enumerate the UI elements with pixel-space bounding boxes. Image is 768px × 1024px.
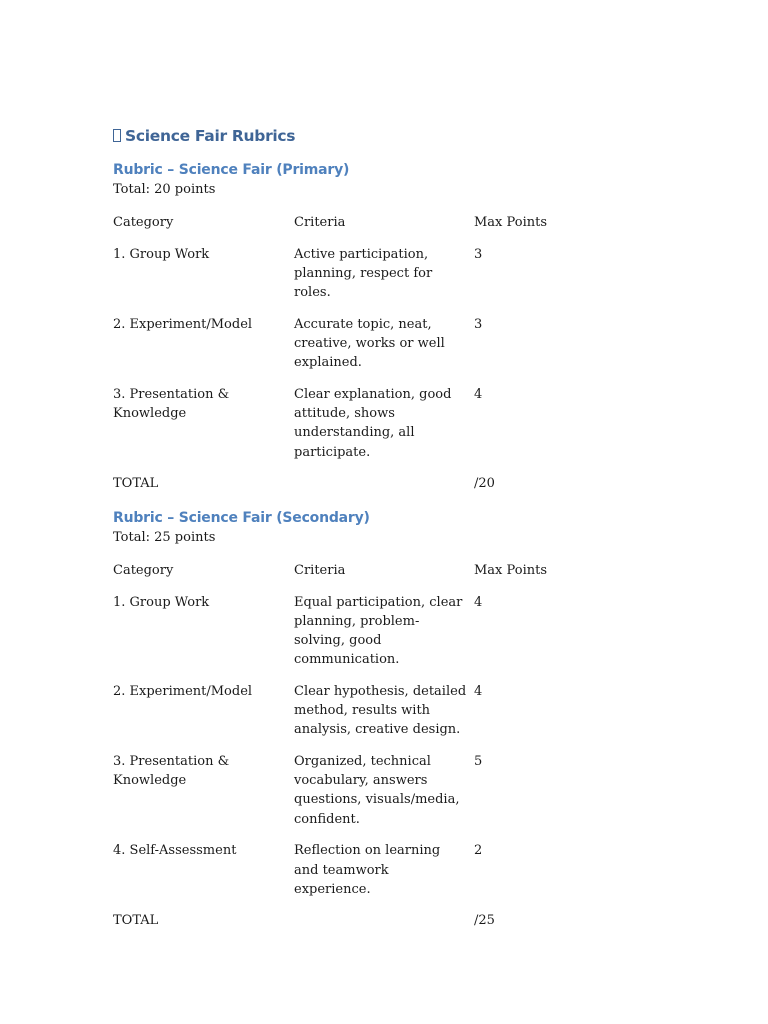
row-category: 1. Group Work [113, 246, 210, 262]
row-points: 5 [474, 754, 483, 770]
total-empty-cell [294, 474, 474, 506]
total-label: TOTAL [113, 476, 159, 492]
row-points: 4 [474, 594, 483, 610]
table-row [113, 752, 673, 841]
row-points: 2 [474, 843, 483, 859]
table-row [113, 593, 673, 682]
header-category: Category [113, 215, 174, 230]
document-page [113, 124, 673, 943]
rubric-secondary-title: Rubric – Science Fair (Secondary) [113, 509, 370, 526]
row-criteria: Equal participation, clear planning, problem-solving, good communication. [294, 594, 463, 668]
total-value: /25 [474, 913, 495, 929]
header-max-points: Max Points [474, 215, 547, 230]
missing-glyph-icon [113, 129, 121, 142]
total-empty-cell [294, 911, 474, 943]
table-row [113, 315, 673, 385]
header-criteria: Criteria [294, 215, 346, 230]
row-category: 2. Experiment/Model [113, 316, 253, 332]
table-row [113, 245, 673, 315]
row-points: 4 [474, 683, 483, 699]
rubric-secondary-total-text: Total: 25 points [113, 529, 216, 545]
row-criteria: Clear hypothesis, detailed method, results with analysis, creative design. [294, 683, 467, 738]
rubric-primary-table [113, 213, 673, 506]
table-row [113, 682, 673, 752]
row-criteria: Reflection on learning and teamwork experience. [294, 843, 441, 897]
row-category: 3. Presentation & Knowledge [113, 754, 230, 789]
table-header-row [113, 561, 673, 593]
row-criteria: Clear explanation, good attitude, shows understanding, all participate. [294, 386, 452, 460]
table-total-row [113, 474, 673, 506]
table-total-row [113, 911, 673, 943]
row-category: 3. Presentation & Knowledge [113, 386, 230, 422]
document-title [113, 124, 673, 148]
row-criteria: Active participation, planning, respect for roles. [294, 246, 433, 301]
rubric-primary-title: Rubric – Science Fair (Primary) [113, 162, 350, 178]
row-criteria: Organized, technical vocabulary, answers questions, visuals/media, confident. [294, 754, 460, 827]
rubric-primary [113, 160, 673, 506]
row-points: 3 [474, 246, 483, 262]
total-label: TOTAL [113, 913, 159, 929]
header-category: Category [113, 562, 174, 578]
row-category: 4. Self-Assessment [113, 843, 237, 859]
rubric-secondary-table [113, 561, 673, 943]
table-row [113, 841, 673, 911]
table-header-row [113, 213, 673, 245]
row-points: 4 [474, 386, 483, 402]
row-points: 3 [474, 316, 483, 332]
total-value: /20 [474, 476, 495, 492]
row-category: 1. Group Work [113, 594, 210, 610]
row-criteria: Accurate topic, neat, creative, works or well explained. [294, 316, 445, 371]
rubric-secondary [113, 508, 673, 943]
header-criteria: Criteria [294, 562, 346, 578]
rubric-primary-total-text: Total: 20 points [113, 182, 216, 197]
header-max-points: Max Points [474, 562, 547, 578]
row-category: 2. Experiment/Model [113, 683, 253, 699]
document-title-text: Science Fair Rubrics [125, 127, 296, 145]
table-row [113, 385, 673, 474]
